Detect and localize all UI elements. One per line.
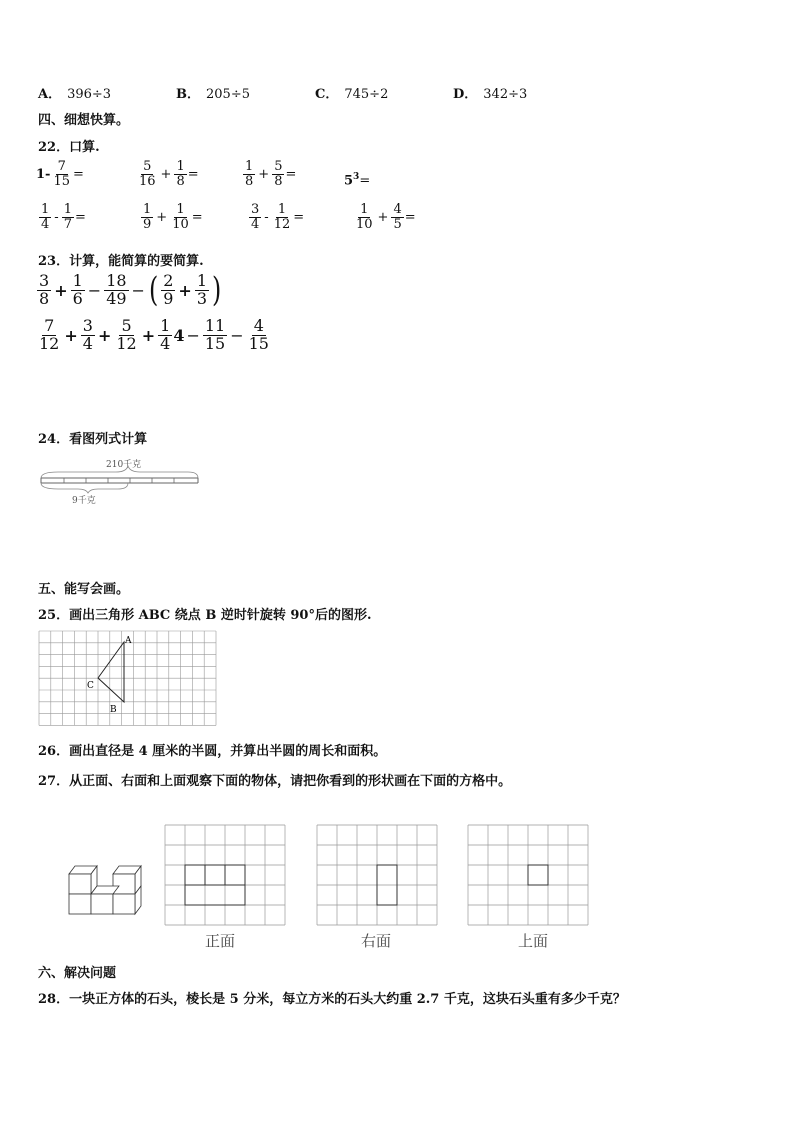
option-c: C． 745÷2 [315,87,389,102]
caption-front: 正面 [205,932,236,950]
caption-top: 上面 [518,932,549,950]
q22-r1-1: 1- $\frac{7}{15}$ = [36,159,84,189]
q25-grid [38,630,218,727]
label-c: C [87,681,94,691]
section-4-heading: 四、细想快算。 [38,113,130,128]
q24-bottom-label: 9千克 [72,496,96,506]
label-a: A [125,636,132,646]
top-view-grid [467,824,591,926]
q22-r2-3: $\frac{3}{4}$ - $\frac{1}{12}$ = [251,202,305,232]
front-view-grid [164,824,288,926]
option-a: A． 396÷3 [38,87,112,102]
caption-right: 右面 [361,932,392,950]
q23-expression-1: $\frac{3}{8}$ + $\frac{1}{6}$ − $\frac{18}{49}$ − ( $\frac{2}{9}$ + $\frac{1}{3}$ ) [39,270,222,311]
triangle-abc [98,642,124,702]
q22-title: 22．口算. [38,140,100,155]
label-b: B [110,705,117,715]
q22-r1-2: $\frac{5}{16}$ + $\frac{1}{8}$ = [139,159,199,189]
option-d: D． 342÷3 [453,87,528,102]
section-6-heading: 六、解决问题 [38,966,117,981]
q23-expression-2: $\frac{7}{12}$ + $\frac{3}{4}$ + $\frac{5}{12}$ + $\frac{1}{4}$ 4 − $\frac{11}{15}$ − $\frac{4}{15}$ [39,316,269,353]
q24-segment-diagram [38,452,208,512]
q22-r1-3: $\frac{1}{8}$ + $\frac{5}{8}$ = [245,159,297,189]
q26-title: 26．画出直径是 4 厘米的半圆，并算出半圆的周长和面积。 [38,744,387,759]
option-b: B． 205÷5 [176,87,250,102]
q27-title: 27．从正面、右面和上面观察下面的物体，请把你看到的形状画在下面的方格中。 [38,774,512,789]
cube-stack-figure [63,860,147,916]
right-view-grid [316,824,440,926]
q24-title: 24．看图列式计算 [38,432,148,447]
q22-r2-4: $\frac{1}{10}$ + $\frac{4}{5}$ = [356,202,416,232]
q22-r2-1: $\frac{1}{4}$ - $\frac{1}{7}$ = [41,202,86,232]
q24-top-label: 210千克 [106,460,142,470]
q23-title: 23．计算，能简算的要简算. [38,254,204,269]
q25-title: 25．画出三角形 ABC 绕点 B 逆时针旋转 90°后的图形. [38,608,372,623]
q28-title: 28．一块正方体的石头，棱长是 5 分米，每立方米的石头大约重 2.7 千克，这块石头重有多少千克？ [38,992,626,1007]
q22-r2-2: $\frac{1}{9}$ + $\frac{1}{10}$ = [143,202,203,232]
section-5-heading: 五、能写会画。 [38,582,130,597]
q22-r1-4: $5^3=$ [344,172,371,189]
